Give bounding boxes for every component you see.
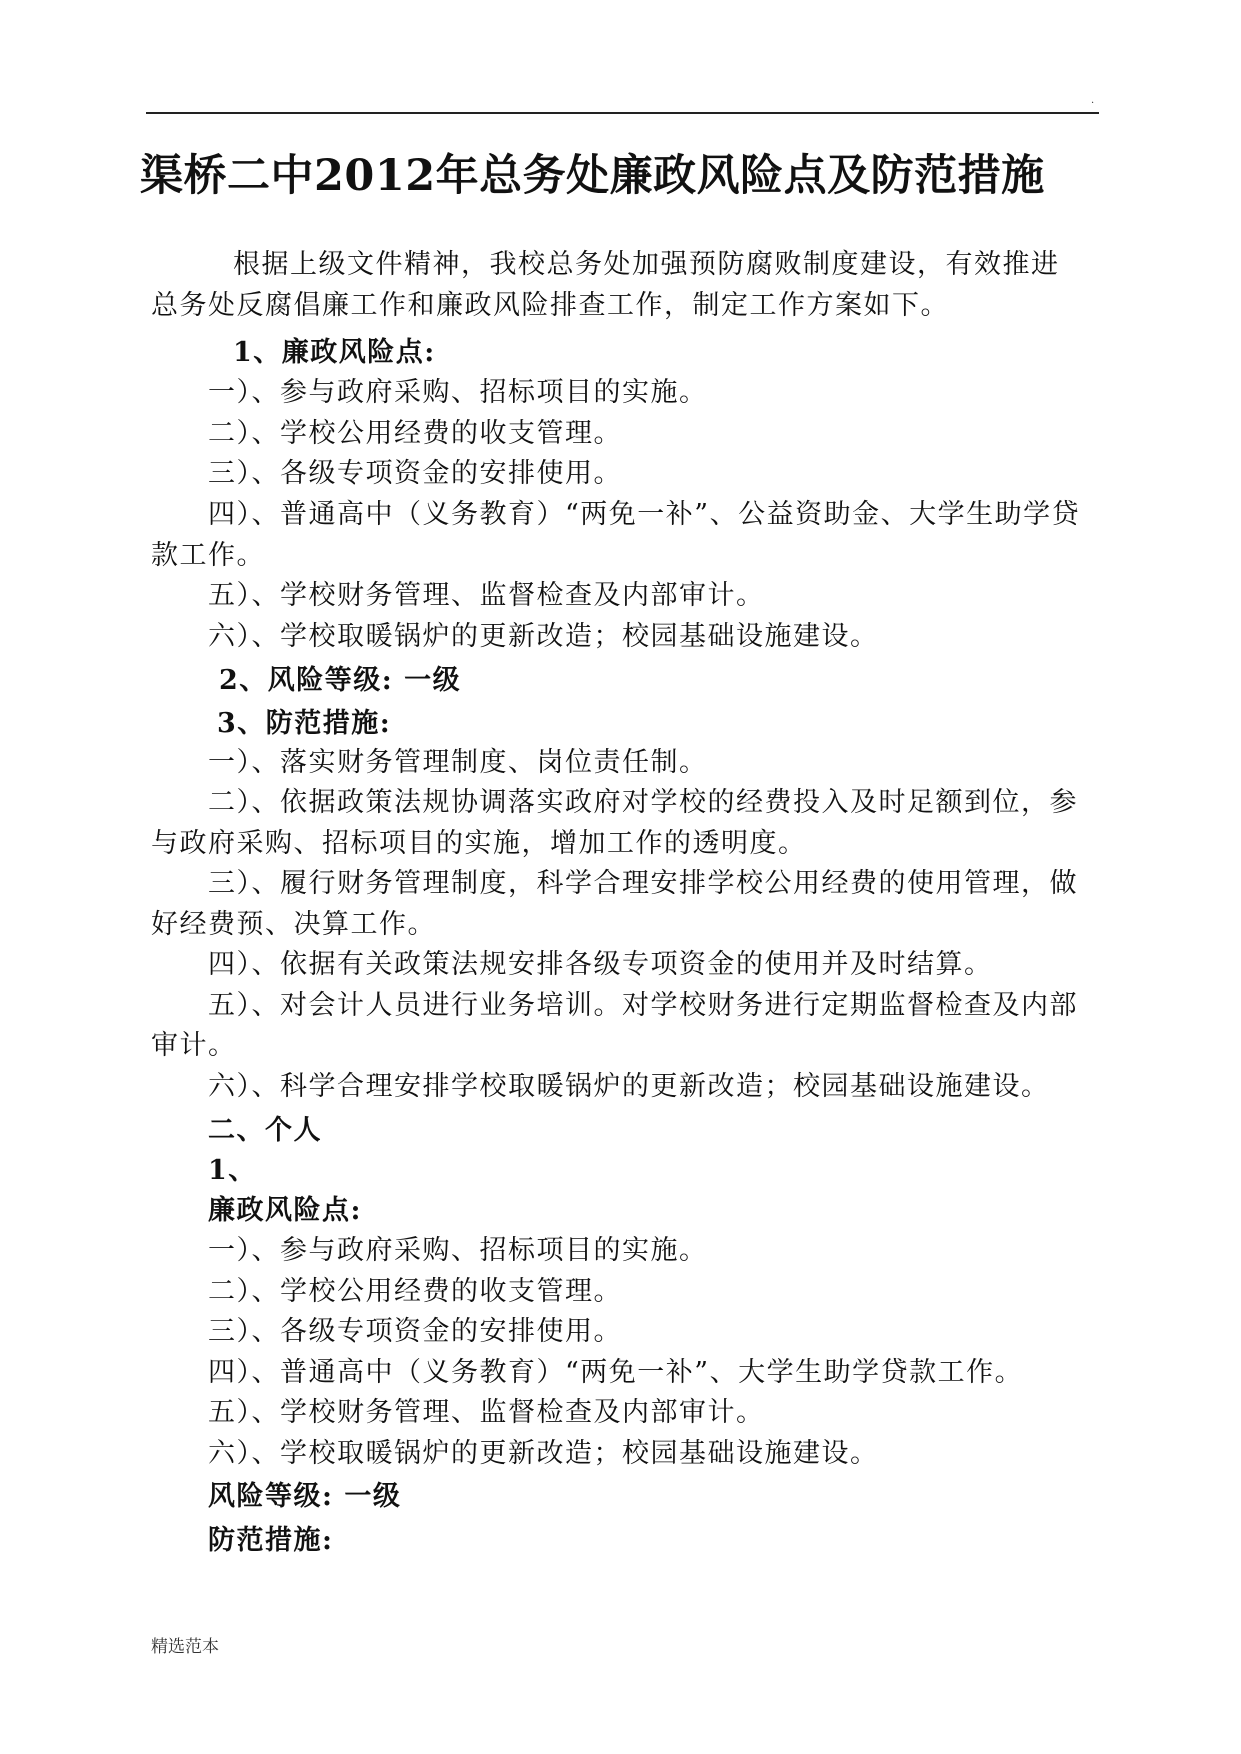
list-item: 五）、对会计人员进行业务培训。对学校财务进行定期监督检查及内部 xyxy=(208,990,1078,1021)
list-item: 一）、参与政府采购、招标项目的实施。 xyxy=(208,1235,708,1266)
list-item: 五）、学校财务管理、监督检查及内部审计。 xyxy=(208,580,765,611)
list-item: 三）、各级专项资金的安排使用。 xyxy=(208,1316,622,1347)
list-item-continuation: 好经费预、决算工作。 xyxy=(151,909,436,940)
list-item: 六）、科学合理安排学校取暖锅炉的更新改造；校园基础设施建设。 xyxy=(208,1071,1050,1102)
footer-text: 精选范本 xyxy=(151,1637,219,1657)
section-heading: 防范措施: xyxy=(208,1525,334,1556)
section-heading: 1、廉政风险点: xyxy=(233,337,436,368)
list-item: 四）、普通高中（义务教育）“两免一补”、公益资助金、大学生助学贷 xyxy=(208,499,1081,530)
list-item: 六）、学校取暖锅炉的更新改造；校园基础设施建设。 xyxy=(208,621,879,652)
section-heading: 廉政风险点: xyxy=(208,1195,362,1226)
paragraph-line: 根据上级文件精神，我校总务处加强预防腐败制度建设，有效推进 xyxy=(233,249,1060,280)
section-heading: 2、风险等级: 一级 xyxy=(219,665,462,696)
list-item-continuation: 审计。 xyxy=(151,1030,237,1061)
paragraph-line: 总务处反腐倡廉工作和廉政风险排查工作，制定工作方案如下。 xyxy=(151,290,949,321)
list-item: 二）、依据政策法规协调落实政府对学校的经费投入及时足额到位，参 xyxy=(208,787,1078,818)
header-dot: . xyxy=(1091,95,1095,106)
section-heading: 风险等级: 一级 xyxy=(208,1481,402,1512)
list-item: 四）、依据有关政策法规安排各级专项资金的使用并及时结算。 xyxy=(208,949,993,980)
list-item-continuation: 款工作。 xyxy=(151,540,265,571)
list-item-continuation: 与政府采购、招标项目的实施，增加工作的透明度。 xyxy=(151,828,807,859)
list-item: 一）、落实财务管理制度、岗位责任制。 xyxy=(208,747,708,778)
page-title: 渠桥二中2012年总务处廉政风险点及防范措施 xyxy=(140,151,1045,201)
list-item: 二）、学校公用经费的收支管理。 xyxy=(208,418,622,449)
list-item: 二）、学校公用经费的收支管理。 xyxy=(208,1276,622,1307)
list-item: 三）、履行财务管理制度，科学合理安排学校公用经费的使用管理，做 xyxy=(208,868,1078,899)
list-item: 六）、学校取暖锅炉的更新改造；校园基础设施建设。 xyxy=(208,1438,879,1469)
section-heading: 二、个人 xyxy=(208,1115,322,1146)
list-item: 一）、参与政府采购、招标项目的实施。 xyxy=(208,377,708,408)
header-rule xyxy=(146,112,1099,114)
section-heading: 3、防范措施: xyxy=(217,708,392,739)
section-heading: 1、 xyxy=(208,1155,257,1186)
list-item: 四）、普通高中（义务教育）“两免一补”、大学生助学贷款工作。 xyxy=(208,1357,1024,1388)
list-item: 三）、各级专项资金的安排使用。 xyxy=(208,458,622,489)
list-item: 五）、学校财务管理、监督检查及内部审计。 xyxy=(208,1397,765,1428)
